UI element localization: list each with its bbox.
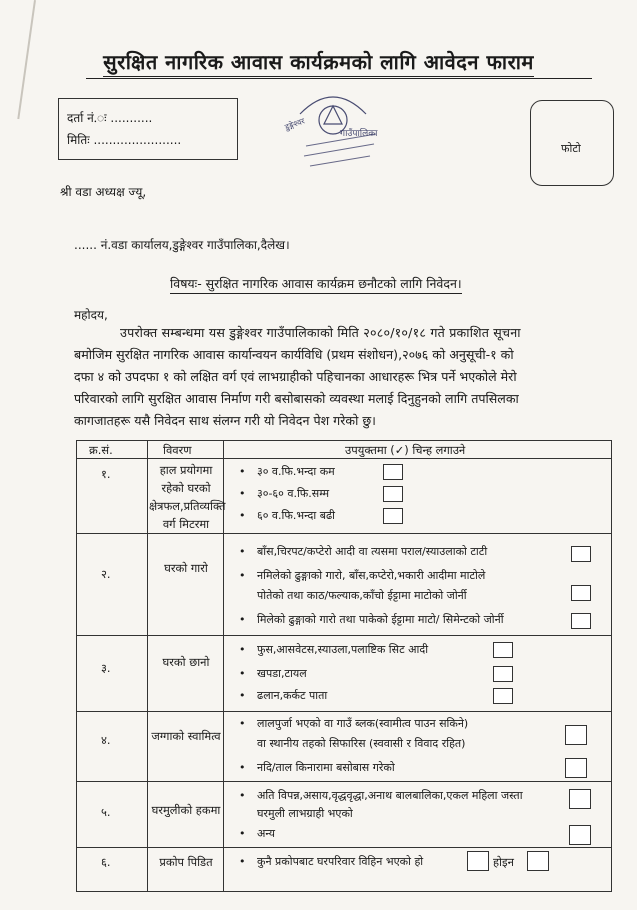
option-label: • ३० व.फि.भन्दा कम xyxy=(257,463,335,481)
option-label: • अति विपन्न,असाय,वृद्धवृद्धा,अनाथ बालबालिका,एकल महिला जस्ता xyxy=(257,787,523,805)
title-double-underline xyxy=(86,78,592,79)
row-serial: ३. xyxy=(101,661,111,675)
row-description: घरको गारो xyxy=(164,561,208,575)
option-checkbox[interactable] xyxy=(571,546,591,562)
option-label-continued: पोतेको तथा काठ/फल्याक,काँचो ईट्टामा माटोको जोर्नी xyxy=(257,589,467,602)
row-divider xyxy=(77,533,611,534)
option-label: • बाँस,चिरपट/कप्टेरो आदी वा त्यसमा पराल/स्याउलाको टाटी xyxy=(257,543,487,561)
row-description: हाल प्रयोगमा रहेको घरको क्षेत्रफल,प्रतिव्यक्ति वर्ग मिटरमा xyxy=(149,463,226,531)
option-checkbox[interactable] xyxy=(383,486,403,502)
paragraph-line: बमोजिम सुरक्षित नागरिक आवास कार्यान्वयन कार्यविधि (प्रथम संशोधन),२०७६ को अनुसूची-१ को xyxy=(74,347,514,362)
option-checkbox[interactable] xyxy=(493,642,513,658)
option-label: • ढलान,कर्कट पाता xyxy=(257,687,327,705)
paragraph-line: उपरोक्त सम्बन्धमा यस डुङ्गेश्वर गाउँपालिकाको मिति २०८०/१०/१८ गते प्रकाशित सूचना xyxy=(120,325,521,340)
option-label: • नदि/ताल किनारामा बसोबास गरेको xyxy=(257,759,395,777)
row-serial: ५. xyxy=(101,805,111,819)
option-checkbox[interactable] xyxy=(569,825,591,845)
option-label: • मिलेको ढुङ्गाको गारो तथा पाकेको ईट्टामा माटो/ सिमेन्टको जोर्नी xyxy=(257,611,504,629)
municipality-seal-stamp xyxy=(280,84,386,174)
header-serial: क्र.सं. xyxy=(89,443,113,457)
seal-text-mid: गाउँपालिका xyxy=(340,129,378,139)
row-serial: २. xyxy=(101,567,111,581)
option-label: • नमिलेको ढुङ्गाको गारो, बाँस,कप्टेरो,भकारी आदीमा माटोले xyxy=(257,567,485,585)
row-description: घरको छानो xyxy=(162,655,210,669)
photo-label: फोटो xyxy=(561,142,581,155)
option-checkbox[interactable] xyxy=(493,666,513,682)
option-checkbox[interactable] xyxy=(565,725,587,745)
row-description: घरमुलीको हकमा xyxy=(151,803,221,817)
option-label: • खपडा,टायल xyxy=(257,665,307,683)
column-divider xyxy=(147,441,148,891)
date-field[interactable]: मितिः ....................... xyxy=(67,133,182,147)
seal-text-top: डुङ्गेश्वर xyxy=(283,116,306,132)
row-serial: ६. xyxy=(101,855,111,869)
row-divider xyxy=(77,711,611,712)
greeting: महोदय, xyxy=(74,308,108,322)
criteria-table xyxy=(76,440,612,892)
row-divider xyxy=(77,781,611,782)
option-checkbox[interactable] xyxy=(383,508,403,524)
row-serial: १. xyxy=(101,467,111,481)
option-checkbox[interactable] xyxy=(493,688,513,704)
row-description: प्रकोप पिडित xyxy=(159,855,213,869)
option-label: • ३०-६० व.फि.सम्म xyxy=(257,485,329,503)
paragraph-line: दफा ४ को उपदफा १ को लक्षित वर्ग एवं लाभग्राहीको पहिचानका आधारहरू भित्र पर्ने भएकोले मेरो xyxy=(74,369,517,384)
option-label: • अन्य xyxy=(257,825,275,843)
subject-line: विषयः- सुरक्षित नागरिक आवास कार्यक्रम छनौटको लागि निवेदन। xyxy=(170,275,462,294)
option-checkbox[interactable] xyxy=(571,585,591,601)
row-serial: ४. xyxy=(101,733,111,747)
salutation: श्री वडा अध्यक्ष ज्यू, xyxy=(60,185,147,199)
no-checkbox[interactable] xyxy=(527,851,549,871)
header-tick-instruction: उपयुक्तमा (✓) चिन्ह लगाउने xyxy=(345,443,466,457)
option-checkbox[interactable] xyxy=(565,758,587,778)
row-description: जग्गाको स्वामित्व xyxy=(151,729,221,743)
row-divider xyxy=(77,847,611,848)
header-description: विवरण xyxy=(163,443,192,457)
option-checkbox[interactable] xyxy=(569,789,591,809)
body-paragraph xyxy=(74,322,610,432)
option-label-continued: वा स्थानीय तहको सिफारिस (स्ववासी र विवाद रहित) xyxy=(257,737,466,750)
option-label-continued: घरमुली लाभग्राही भएको xyxy=(257,807,353,820)
option-checkbox[interactable] xyxy=(383,464,403,480)
seal-text-bottom: गाउँकार्यपालिकाको कार्यालय, दैलेख कर्णाली प्रदेश, नेपाल xyxy=(280,84,301,85)
yes-checkbox[interactable] xyxy=(467,851,489,871)
registration-number-field[interactable]: दर्ता नं.ः ........... xyxy=(67,111,153,125)
paragraph-line: परिवारको लागि सुरक्षित आवास निर्माण गरी बसोबासको व्यवस्था मलाई दिनुहुनको लागि तपसिलका xyxy=(74,391,519,406)
form-title: सुरक्षित नागरिक आवास कार्यक्रमको लागि आवेदन फाराम xyxy=(0,48,637,75)
option-checkbox[interactable] xyxy=(571,613,591,629)
office-address: ...... नं.वडा कार्यालय,डुङ्गेश्वर गाउँपालिका,दैलेख। xyxy=(74,238,290,252)
option-label: • ६० व.फि.भन्दा बढी xyxy=(257,507,335,525)
registration-box xyxy=(58,98,238,160)
row-divider xyxy=(77,635,611,636)
option-label: • लालपुर्जा भएको वा गाउँ ब्लक(स्वामीत्व पाउन सकिने) xyxy=(257,715,468,733)
option-label: • कुनै प्रकोपबाट घरपरिवार विहिन भएको हो xyxy=(257,853,423,871)
no-label: होइन xyxy=(493,855,514,869)
option-label: • फुस,आसवेटस,स्याउला,पलाष्टिक सिट आदी xyxy=(257,641,428,659)
paragraph-line: कागजातहरू यसै निवेदन साथ संलग्न गरी यो निवेदन पेश गरेको छु। xyxy=(74,413,376,428)
row-divider xyxy=(77,458,611,459)
photo-box xyxy=(530,100,614,186)
